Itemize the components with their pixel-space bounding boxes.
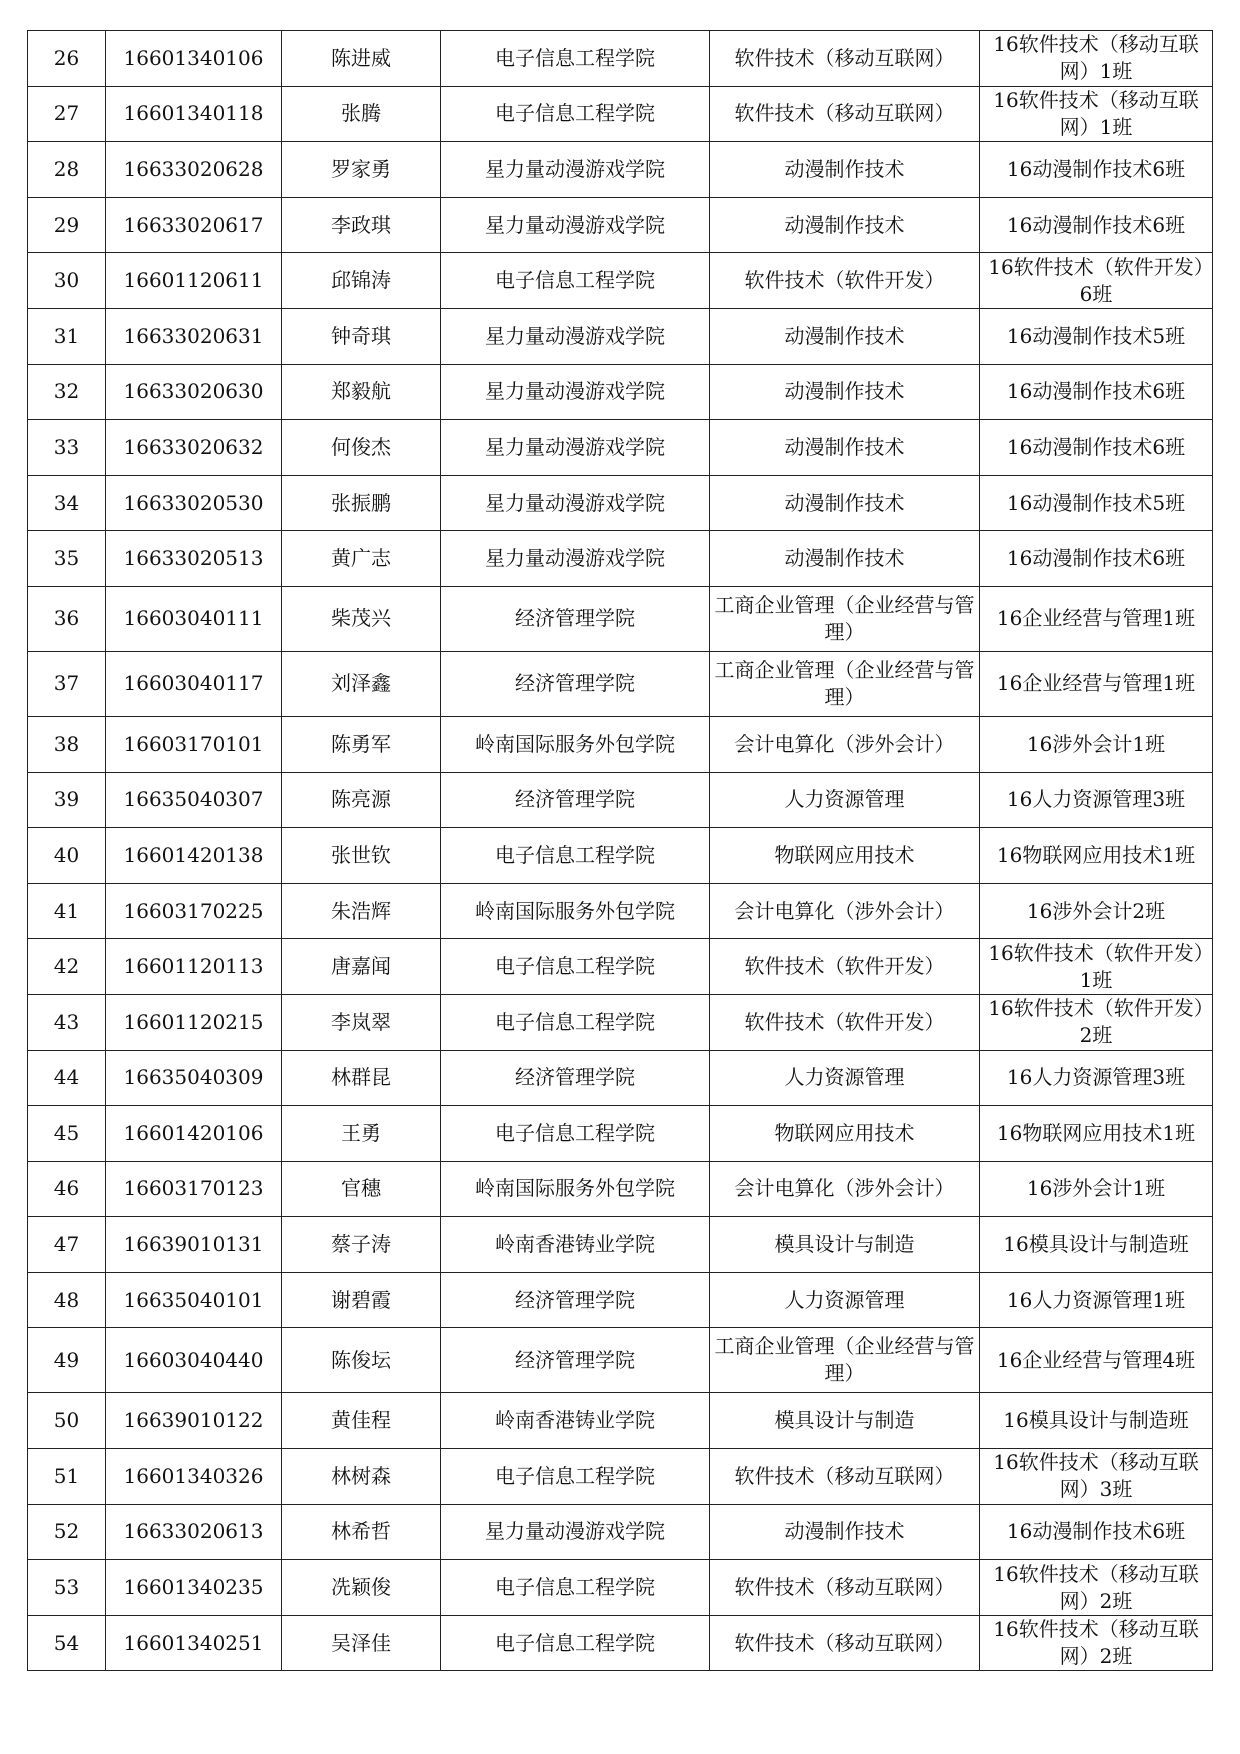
college-cell: 电子信息工程学院 [441,994,710,1050]
row-number-cell: 33 [28,420,106,476]
student-name-cell: 林群昆 [282,1050,441,1106]
major-cell: 软件技术（移动互联网） [710,1615,980,1671]
student-id-cell: 16601340251 [106,1615,282,1671]
major-cell: 会计电算化（涉外会计） [710,883,980,939]
major-cell: 会计电算化（涉外会计） [710,1161,980,1217]
row-number-cell: 52 [28,1504,106,1560]
student-name-cell: 柴茂兴 [282,586,441,651]
student-name-cell: 邱锦涛 [282,253,441,309]
major-cell: 软件技术（移动互联网） [710,1449,980,1505]
class-cell: 16软件技术（移动互联网）2班 [980,1560,1213,1616]
row-number-cell: 47 [28,1217,106,1273]
table-row [28,939,1213,995]
college-cell: 星力量动漫游戏学院 [441,420,710,476]
row-number-cell: 30 [28,253,106,309]
class-cell: 16物联网应用技术1班 [980,1106,1213,1162]
major-cell: 人力资源管理 [710,1050,980,1106]
major-cell: 动漫制作技术 [710,420,980,476]
major-cell: 动漫制作技术 [710,1504,980,1560]
table-row [28,1328,1213,1393]
table-row [28,1449,1213,1505]
major-cell: 模具设计与制造 [710,1393,980,1449]
table-row [28,1615,1213,1671]
class-cell: 16动漫制作技术6班 [980,420,1213,476]
student-id-cell: 16601340326 [106,1449,282,1505]
student-id-cell: 16603170123 [106,1161,282,1217]
table-row [28,994,1213,1050]
college-cell: 星力量动漫游戏学院 [441,1504,710,1560]
row-number-cell: 28 [28,142,106,198]
college-cell: 经济管理学院 [441,586,710,651]
row-number-cell: 40 [28,828,106,884]
student-id-cell: 16633020632 [106,420,282,476]
college-cell: 经济管理学院 [441,772,710,828]
college-cell: 电子信息工程学院 [441,939,710,995]
student-id-cell: 16633020530 [106,475,282,531]
student-id-cell: 16601420138 [106,828,282,884]
row-number-cell: 42 [28,939,106,995]
class-cell: 16企业经营与管理1班 [980,586,1213,651]
class-cell: 16软件技术（移动互联网）1班 [980,86,1213,142]
class-cell: 16动漫制作技术6班 [980,364,1213,420]
student-name-cell: 张世钦 [282,828,441,884]
student-name-cell: 唐嘉闻 [282,939,441,995]
student-id-cell: 16603170101 [106,716,282,772]
student-id-cell: 16601120113 [106,939,282,995]
student-id-cell: 16639010131 [106,1217,282,1273]
row-number-cell: 48 [28,1272,106,1328]
student-id-cell: 16633020617 [106,197,282,253]
student-name-cell: 林树森 [282,1449,441,1505]
college-cell: 星力量动漫游戏学院 [441,308,710,364]
table-row [28,716,1213,772]
student-name-cell: 官穗 [282,1161,441,1217]
table-row [28,1393,1213,1449]
table-row [28,1106,1213,1162]
table-row [28,586,1213,651]
college-cell: 经济管理学院 [441,1272,710,1328]
college-cell: 星力量动漫游戏学院 [441,142,710,198]
student-name-cell: 王勇 [282,1106,441,1162]
college-cell: 电子信息工程学院 [441,253,710,309]
major-cell: 会计电算化（涉外会计） [710,716,980,772]
student-name-cell: 陈勇军 [282,716,441,772]
row-number-cell: 35 [28,531,106,587]
major-cell: 工商企业管理（企业经营与管理） [710,1328,980,1393]
table-row [28,1161,1213,1217]
major-cell: 动漫制作技术 [710,475,980,531]
student-name-cell: 陈进威 [282,31,441,87]
class-cell: 16动漫制作技术6班 [980,142,1213,198]
college-cell: 岭南香港铸业学院 [441,1393,710,1449]
table-row [28,142,1213,198]
major-cell: 软件技术（移动互联网） [710,31,980,87]
student-id-cell: 16633020631 [106,308,282,364]
class-cell: 16动漫制作技术5班 [980,475,1213,531]
college-cell: 岭南香港铸业学院 [441,1217,710,1273]
student-name-cell: 谢碧霞 [282,1272,441,1328]
table-row [28,253,1213,309]
table-row [28,531,1213,587]
class-cell: 16涉外会计1班 [980,1161,1213,1217]
student-id-cell: 16635040101 [106,1272,282,1328]
student-id-cell: 16633020513 [106,531,282,587]
class-cell: 16软件技术（软件开发）2班 [980,994,1213,1050]
student-name-cell: 黄广志 [282,531,441,587]
student-name-cell: 陈亮源 [282,772,441,828]
college-cell: 星力量动漫游戏学院 [441,531,710,587]
class-cell: 16人力资源管理3班 [980,1050,1213,1106]
student-name-cell: 李政琪 [282,197,441,253]
major-cell: 物联网应用技术 [710,1106,980,1162]
major-cell: 工商企业管理（企业经营与管理） [710,651,980,716]
row-number-cell: 43 [28,994,106,1050]
row-number-cell: 46 [28,1161,106,1217]
college-cell: 经济管理学院 [441,651,710,716]
college-cell: 电子信息工程学院 [441,31,710,87]
class-cell: 16模具设计与制造班 [980,1217,1213,1273]
college-cell: 电子信息工程学院 [441,86,710,142]
row-number-cell: 32 [28,364,106,420]
table-row [28,1217,1213,1273]
row-number-cell: 27 [28,86,106,142]
college-cell: 电子信息工程学院 [441,1449,710,1505]
major-cell: 物联网应用技术 [710,828,980,884]
student-id-cell: 16603170225 [106,883,282,939]
major-cell: 动漫制作技术 [710,531,980,587]
table-row [28,1272,1213,1328]
row-number-cell: 36 [28,586,106,651]
college-cell: 岭南国际服务外包学院 [441,1161,710,1217]
table-row [28,364,1213,420]
class-cell: 16模具设计与制造班 [980,1393,1213,1449]
college-cell: 电子信息工程学院 [441,1615,710,1671]
student-name-cell: 蔡子涛 [282,1217,441,1273]
college-cell: 经济管理学院 [441,1328,710,1393]
class-cell: 16软件技术（移动互联网）3班 [980,1449,1213,1505]
student-name-cell: 黄佳程 [282,1393,441,1449]
student-id-cell: 16633020630 [106,364,282,420]
row-number-cell: 26 [28,31,106,87]
row-number-cell: 45 [28,1106,106,1162]
row-number-cell: 31 [28,308,106,364]
college-cell: 星力量动漫游戏学院 [441,197,710,253]
student-id-cell: 16601340118 [106,86,282,142]
student-name-cell: 朱浩辉 [282,883,441,939]
student-id-cell: 16603040111 [106,586,282,651]
row-number-cell: 39 [28,772,106,828]
class-cell: 16涉外会计2班 [980,883,1213,939]
roster-table [27,30,1213,1671]
class-cell: 16企业经营与管理4班 [980,1328,1213,1393]
major-cell: 动漫制作技术 [710,197,980,253]
college-cell: 经济管理学院 [441,1050,710,1106]
major-cell: 人力资源管理 [710,1272,980,1328]
class-cell: 16动漫制作技术6班 [980,1504,1213,1560]
student-name-cell: 钟奇琪 [282,308,441,364]
row-number-cell: 50 [28,1393,106,1449]
student-name-cell: 冼颖俊 [282,1560,441,1616]
student-id-cell: 16601420106 [106,1106,282,1162]
student-id-cell: 16601120611 [106,253,282,309]
table-row [28,772,1213,828]
table-row [28,31,1213,87]
student-name-cell: 吴泽佳 [282,1615,441,1671]
row-number-cell: 53 [28,1560,106,1616]
student-id-cell: 16635040309 [106,1050,282,1106]
class-cell: 16物联网应用技术1班 [980,828,1213,884]
college-cell: 电子信息工程学院 [441,828,710,884]
college-cell: 岭南国际服务外包学院 [441,883,710,939]
row-number-cell: 51 [28,1449,106,1505]
class-cell: 16动漫制作技术6班 [980,531,1213,587]
college-cell: 星力量动漫游戏学院 [441,364,710,420]
roster-body [28,31,1213,1671]
class-cell: 16人力资源管理1班 [980,1272,1213,1328]
student-name-cell: 罗家勇 [282,142,441,198]
class-cell: 16动漫制作技术5班 [980,308,1213,364]
student-id-cell: 16601340106 [106,31,282,87]
major-cell: 人力资源管理 [710,772,980,828]
table-row [28,420,1213,476]
class-cell: 16软件技术（软件开发）1班 [980,939,1213,995]
table-row [28,86,1213,142]
student-id-cell: 16603040117 [106,651,282,716]
student-name-cell: 林希哲 [282,1504,441,1560]
student-id-cell: 16633020628 [106,142,282,198]
major-cell: 动漫制作技术 [710,364,980,420]
student-name-cell: 张腾 [282,86,441,142]
college-cell: 岭南国际服务外包学院 [441,716,710,772]
class-cell: 16企业经营与管理1班 [980,651,1213,716]
student-id-cell: 16633020613 [106,1504,282,1560]
table-row [28,828,1213,884]
row-number-cell: 29 [28,197,106,253]
row-number-cell: 38 [28,716,106,772]
college-cell: 电子信息工程学院 [441,1106,710,1162]
major-cell: 软件技术（移动互联网） [710,1560,980,1616]
major-cell: 工商企业管理（企业经营与管理） [710,586,980,651]
college-cell: 电子信息工程学院 [441,1560,710,1616]
class-cell: 16人力资源管理3班 [980,772,1213,828]
student-name-cell: 何俊杰 [282,420,441,476]
row-number-cell: 44 [28,1050,106,1106]
table-row [28,1050,1213,1106]
student-name-cell: 李岚翠 [282,994,441,1050]
class-cell: 16动漫制作技术6班 [980,197,1213,253]
major-cell: 动漫制作技术 [710,142,980,198]
major-cell: 软件技术（移动互联网） [710,86,980,142]
student-id-cell: 16639010122 [106,1393,282,1449]
student-name-cell: 郑毅航 [282,364,441,420]
major-cell: 软件技术（软件开发） [710,994,980,1050]
table-row [28,651,1213,716]
class-cell: 16软件技术（移动互联网）2班 [980,1615,1213,1671]
major-cell: 动漫制作技术 [710,308,980,364]
row-number-cell: 54 [28,1615,106,1671]
class-cell: 16软件技术（软件开发）6班 [980,253,1213,309]
table-row [28,1504,1213,1560]
table-row [28,883,1213,939]
student-id-cell: 16601340235 [106,1560,282,1616]
major-cell: 模具设计与制造 [710,1217,980,1273]
student-name-cell: 张振鹏 [282,475,441,531]
row-number-cell: 34 [28,475,106,531]
student-id-cell: 16635040307 [106,772,282,828]
table-row [28,1560,1213,1616]
class-cell: 16涉外会计1班 [980,716,1213,772]
row-number-cell: 49 [28,1328,106,1393]
row-number-cell: 37 [28,651,106,716]
student-id-cell: 16601120215 [106,994,282,1050]
student-name-cell: 刘泽鑫 [282,651,441,716]
class-cell: 16软件技术（移动互联网）1班 [980,31,1213,87]
major-cell: 软件技术（软件开发） [710,253,980,309]
table-row [28,197,1213,253]
college-cell: 星力量动漫游戏学院 [441,475,710,531]
student-name-cell: 陈俊坛 [282,1328,441,1393]
major-cell: 软件技术（软件开发） [710,939,980,995]
table-row [28,475,1213,531]
row-number-cell: 41 [28,883,106,939]
student-id-cell: 16603040440 [106,1328,282,1393]
table-row [28,308,1213,364]
